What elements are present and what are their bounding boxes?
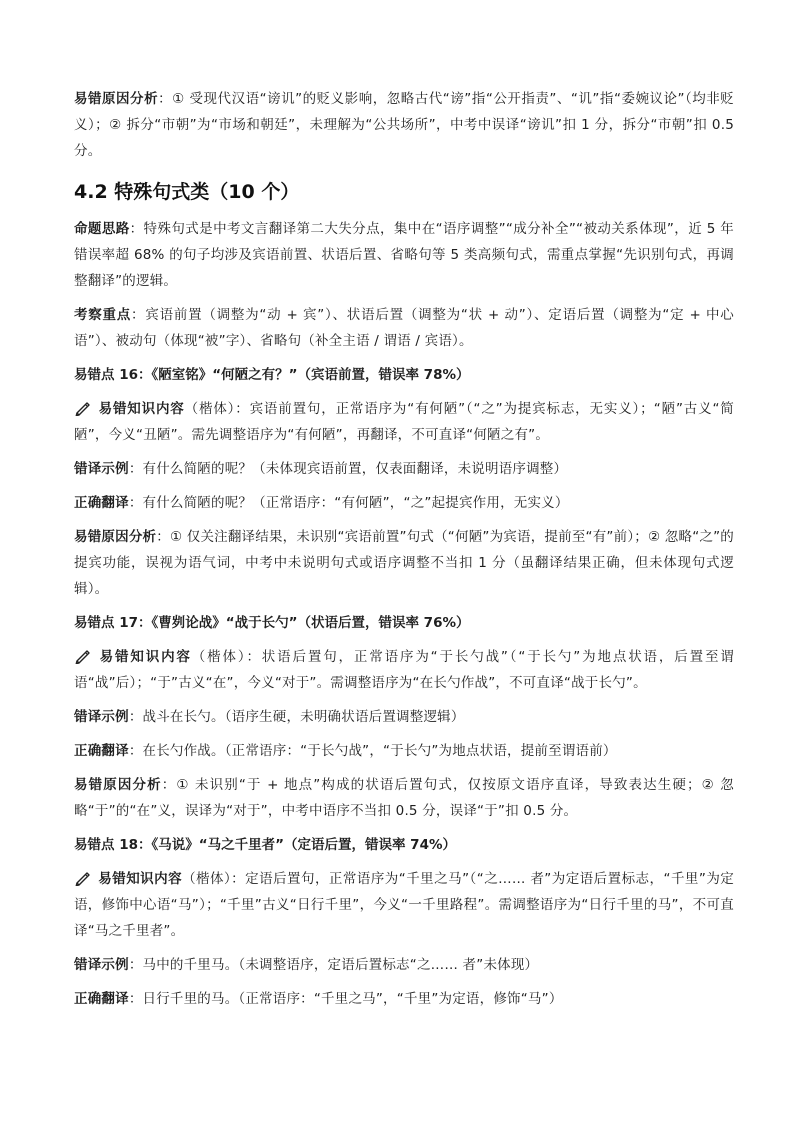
label: 正确翻译 — [74, 743, 129, 759]
pencil-icon — [74, 400, 92, 416]
error-point-18-heading: 易错点 18：《马说》“马之千里者”（定语后置，错误率 74%） — [74, 837, 456, 853]
wrong-translation-paragraph — [74, 704, 734, 730]
paragraph-error-cause-prev — [74, 86, 734, 164]
correct-translation-paragraph — [74, 986, 734, 1012]
label: 易错原因分析 — [74, 529, 157, 545]
text: ：特殊句式是中考文言翻译第二大失分点，集中在“语序调整”“成分补全”“被动关系体现”，近 5 年错误率超 68% 的句子均涉及宾语前置、状语后置、省略句等 5 类高频句式，需重点掌握“先识别句式，再调整翻译”的逻辑。 — [74, 221, 734, 289]
label: 错译示例 — [74, 709, 129, 725]
paragraph-exam-focus — [74, 302, 734, 354]
text: ：有什么简陋的呢？（未体现宾语前置，仅表面翻译，未说明语序调整） — [128, 461, 568, 477]
text: ：在长勺作战。（正常语序：“于长勺战”，“于长勺”为地点状语，提前至谓语前） — [128, 743, 617, 759]
text: ：① 受现代汉语“谤讥”的贬义影响，忽略古代“谤”指“公开指责”、“讥”指“委婉议论”（均非贬义）；② 拆分“市朝”为“市场和朝廷”，未理解为“公共场所”，中考中误译“谤讥”扣 1 分，拆分“市朝”扣 0.5 分。 — [74, 91, 735, 159]
knowledge-paragraph — [74, 644, 734, 696]
label: 命题思路 — [74, 221, 130, 237]
text: （楷体）：定语后置句，正常语序为“千里之马”（“之…… 者”为定语后置标志，“千里”为定语，修饰中心语“马”）；“千里”古义“日行千里”，今义“一千里路程”。需调整语序为“日行千里的马”，不可直译“马之千里者”。 — [74, 871, 734, 939]
text: ：宾语前置（调整为“动 + 宾”）、状语后置（调整为“状 + 动”）、定语后置（调整为“定 + 中心语”）、被动句（体现“被”字）、省略句（补全主语 / 谓语 / 宾语）。 — [74, 307, 734, 349]
text: （楷体）：状语后置句，正常语序为“于长勺战”（“于长勺”为地点状语，后置至谓语“战”后）；“于”古义“在”，今义“对于”。需调整语序为“在长勺作战”，不可直译“战于长勺”。 — [74, 649, 735, 691]
document-page — [74, 86, 734, 1020]
wrong-translation-paragraph — [74, 952, 734, 978]
pencil-icon — [74, 648, 92, 664]
text: ：① 仅关注翻译结果，未识别“宾语前置”句式（“何陋”为宾语，提前至“有”前）；② 忽略“之”的提宾功能，误视为语气词，中考中未说明句式或语序调整不当扣 1 分（虽翻译结果正确，但未体现句式逻辑）。 — [74, 529, 735, 597]
text: ：马中的千里马。（未调整语序，定语后置标志“之…… 者”未体现） — [128, 957, 539, 973]
label: 错译示例 — [74, 461, 129, 477]
label: 易错知识内容 — [98, 649, 192, 665]
text: ：日行千里的马。（正常语序：“千里之马”，“千里”为定语，修饰“马”） — [128, 991, 563, 1007]
error-point-17-heading: 易错点 17：《曹刿论战》“战于长勺”（状语后置，错误率 76%） — [74, 615, 470, 631]
text: ：有什么简陋的呢？（正常语序：“有何陋”，“之”起提宾作用，无实义） — [128, 495, 569, 511]
label: 易错原因分析 — [74, 91, 159, 107]
wrong-translation-paragraph — [74, 456, 734, 482]
label: 易错原因分析 — [74, 777, 162, 793]
text: ：① 未识别“于 + 地点”构成的状语后置句式，仅按原文语序直译，导致表达生硬；② 忽略“于”的“在”义，误译为“对于”，中考中语序不当扣 0.5 分，误译“于”扣 0.5 分。 — [74, 777, 734, 819]
knowledge-paragraph — [74, 396, 734, 448]
paragraph-proposition-idea — [74, 216, 734, 294]
correct-translation-paragraph — [74, 738, 734, 764]
error-point-16-heading: 易错点 16：《陋室铭》“何陋之有？”（宾语前置，错误率 78%） — [74, 367, 470, 383]
error-cause-paragraph — [74, 772, 734, 824]
label: 错译示例 — [74, 957, 129, 973]
text: （楷体）：宾语前置句，正常语序为“有何陋”（“之”为提宾标志，无实义）；“陋”古义“简陋”，今义“丑陋”。需先调整语序为“有何陋”，再翻译，不可直译“何陋之有”。 — [74, 401, 735, 443]
label: 正确翻译 — [74, 991, 129, 1007]
error-cause-paragraph — [74, 524, 734, 602]
correct-translation-paragraph — [74, 490, 734, 516]
label: 易错知识内容 — [98, 871, 183, 887]
label: 易错知识内容 — [98, 401, 185, 417]
text: ：战斗在长勺。（语序生硬，未明确状语后置调整逻辑） — [128, 709, 465, 725]
pencil-icon — [74, 870, 92, 886]
label: 正确翻译 — [74, 495, 129, 511]
knowledge-paragraph — [74, 866, 734, 944]
section-title: 4.2 特殊句式类（10 个） — [74, 181, 300, 203]
label: 考察重点 — [74, 307, 132, 323]
